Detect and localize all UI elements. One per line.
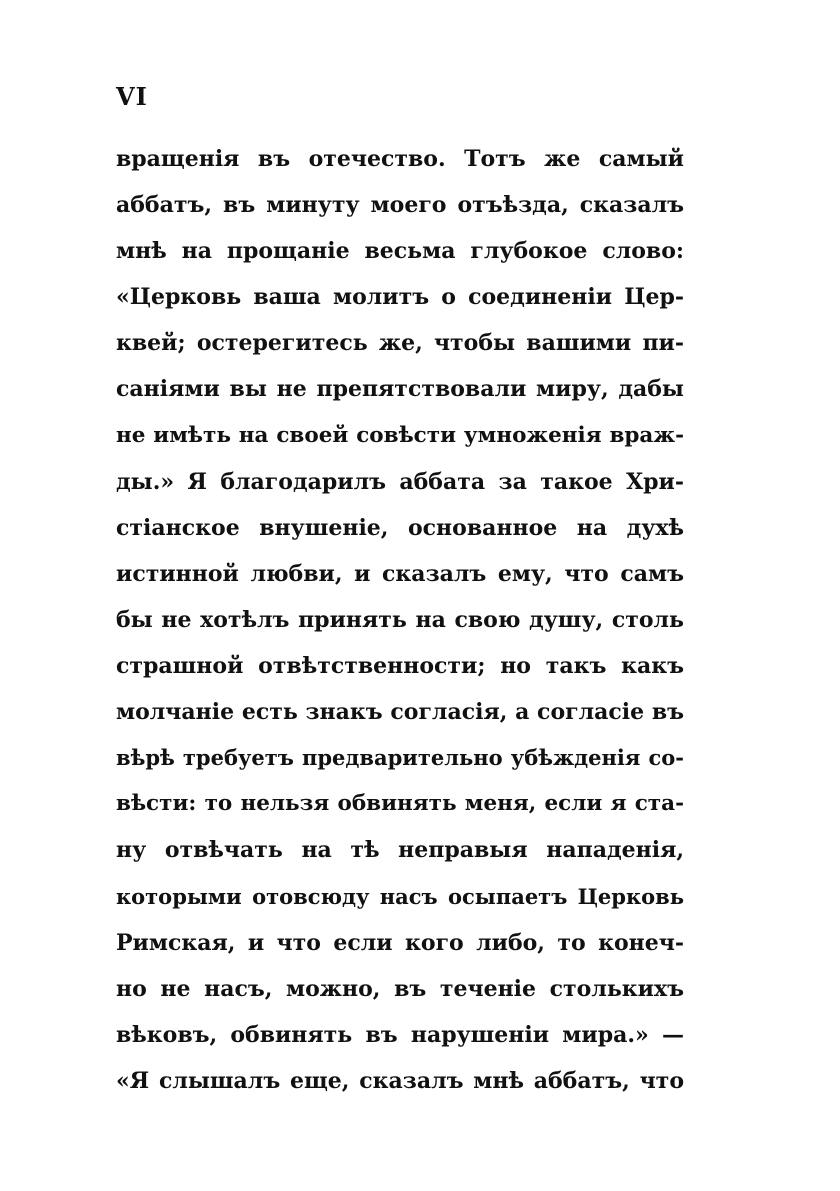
text-line: «Я слышалъ еще, сказалъ мнѣ аббатъ, что	[116, 1067, 684, 1094]
text-line: мнѣ на прощаніе весьма глубокое слово:	[116, 238, 684, 265]
text-line: вѣрѣ требуетъ предварительно убѣжденія со-	[116, 745, 684, 771]
text-line: но не насъ, можно, въ теченіе столькихъ	[116, 975, 684, 1002]
text-line: саніями вы не препятствовали миру, дабы	[116, 376, 684, 403]
text-line: бы не хотѣлъ принять на свою душу, столь	[116, 606, 684, 633]
text-line: ну отвѣчать на тѣ неправыя нападенія,	[116, 837, 684, 864]
page-number: VI	[116, 82, 148, 111]
text-line: не имѣть на своей совѣсти умноженія враж-	[116, 422, 684, 448]
body-text	[116, 136, 684, 1104]
text-line: молчаніе есть знакъ согласія, а согласіе въ	[116, 699, 684, 726]
text-line: Римская, и что если кого либо, то конеч-	[116, 929, 684, 956]
text-line: вѣсти: то нельзя обвинять меня, если я ста-	[116, 791, 684, 817]
text-line: «Церковь ваша молитъ о соединеніи Цер-	[116, 284, 684, 311]
text-line: квей; остерегитесь же, чтобы вашими пи-	[116, 330, 684, 357]
text-line: аббатъ, въ минуту моего отъѣзда, сказалъ	[116, 192, 684, 219]
text-line: ды.» Я благодарилъ аббата за такое Хри-	[116, 468, 684, 495]
text-line: вращенія въ отечество. Тотъ же самый	[116, 146, 684, 172]
text-line: истинной любви, и сказалъ ему, что самъ	[116, 560, 684, 587]
text-line: стіанское внушеніе, основанное на духѣ	[116, 514, 684, 541]
text-line: вѣковъ, обвинять въ нарушеніи мира.» —	[116, 1021, 684, 1048]
text-line: страшной отвѣтственности; но такъ какъ	[116, 653, 684, 680]
text-line: которыми отовсюду насъ осыпаетъ Церковь	[116, 883, 684, 909]
